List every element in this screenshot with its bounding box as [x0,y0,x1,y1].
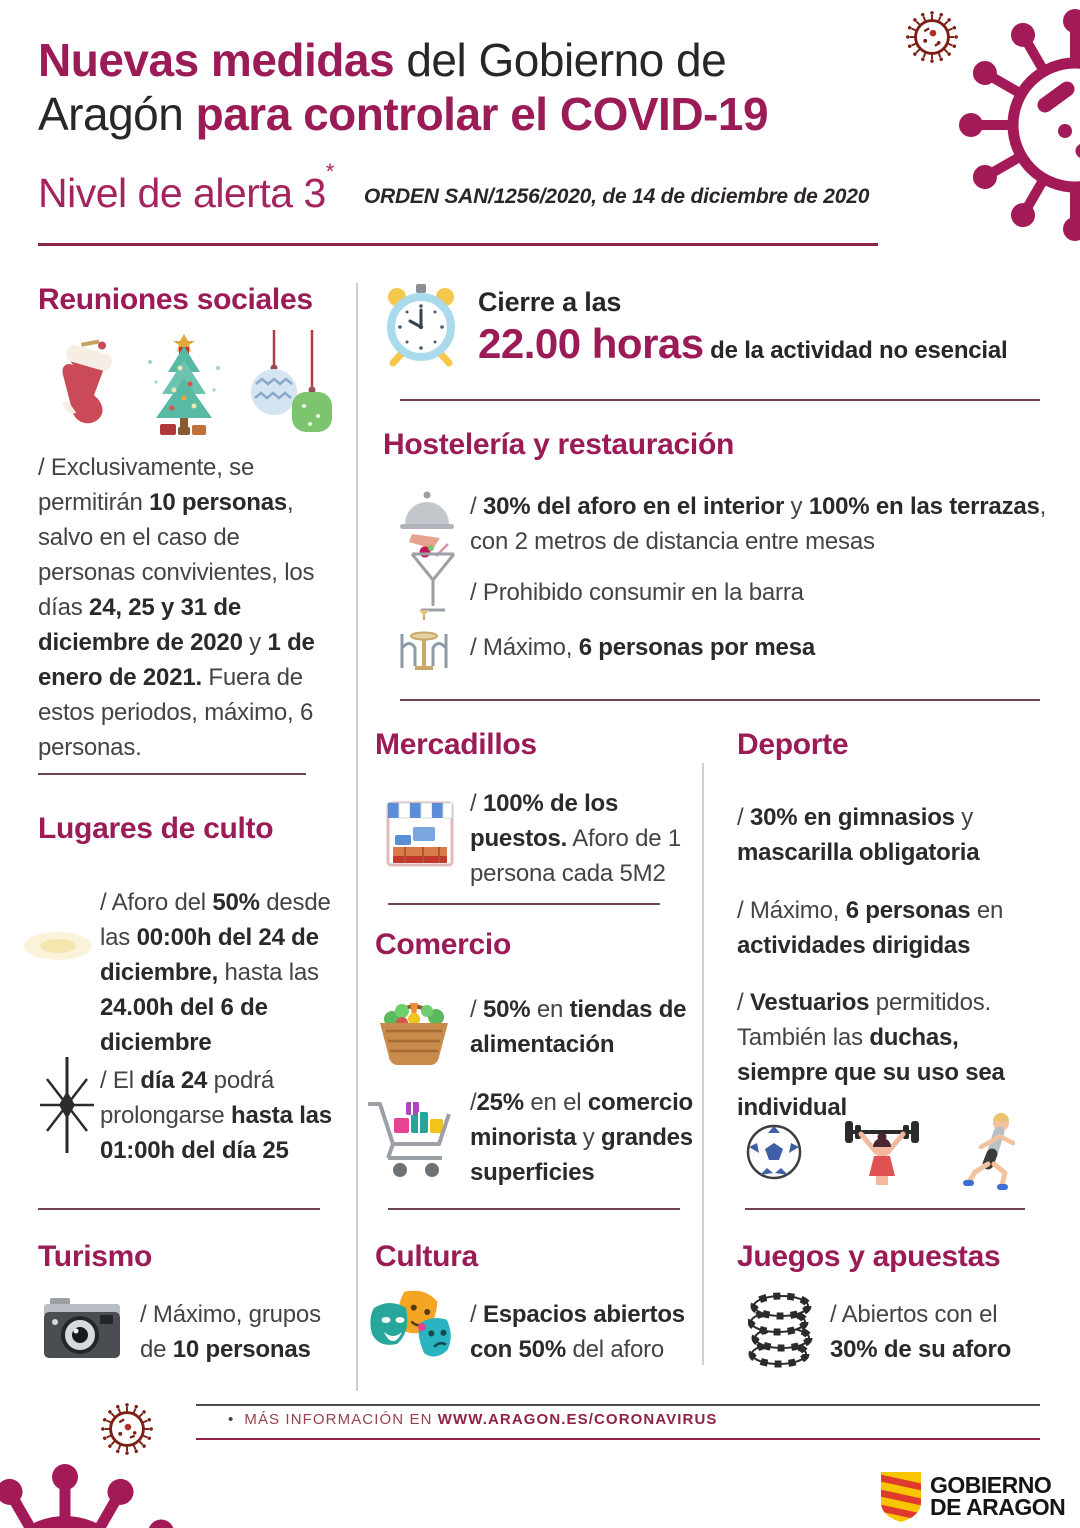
closure-lead: Cierre a las [478,287,622,317]
camera-icon [42,1290,122,1364]
section-title-cultura: Cultura [375,1240,478,1273]
order-reference: ORDEN SAN/1256/2020, de 14 de diciembre de 2020 [363,185,870,208]
alert-level: Nivel de alerta 3* [38,159,334,216]
closure-banner [478,287,1044,368]
section-title-mercadillos: Mercadillos [375,728,537,761]
christmas-tree-icon [136,332,232,436]
page-title [38,34,898,142]
soccer-ball-icon [745,1123,803,1181]
divider [400,399,1040,401]
closure-line [478,320,1044,368]
deporte-item-2: / Máximo, 6 personas en actividades dirigidas [737,897,1004,959]
poker-chips-icon [748,1290,814,1370]
footer-info-prefix: MÁS INFORMACIÓN EN [244,1411,438,1428]
deporte-icons-row [745,1112,1025,1192]
footer-info [228,1411,718,1428]
column-divider [702,763,704,1365]
christmas-icons-row [40,330,340,436]
section-title-deporte: Deporte [737,728,849,761]
gobierno-aragon-logo [878,1470,1065,1524]
title-rest-1: del Gobierno de [394,34,727,86]
closure-time: 22.00 horas [478,320,704,367]
hosteleria-item-2: / Prohibido consumir en la barra [470,579,804,606]
ornaments-icon [248,330,336,436]
logo-line-2: DE ARAGON [930,1494,1066,1520]
footer-rule-top [196,1404,1040,1406]
divider [745,1208,1025,1210]
section-title-reuniones: Reuniones sociales [38,283,313,316]
christmas-stocking-icon [40,336,120,436]
aragon-shield-icon [878,1470,924,1524]
turismo-item: / Máximo, grupos de 10 personas [140,1301,321,1363]
runner-icon [961,1112,1021,1192]
divider [38,1208,320,1210]
virus-small-icon [98,1400,156,1458]
deporte-item-3: / Vestuarios permitidos. También las duchas, siempre que su uso sea individual [737,989,1005,1121]
section-title-turismo: Turismo [38,1240,153,1273]
lugares-item-1: / Aforo del 50% desde las 00:00h del 24 de diciembre, hasta las 24.00h del 6 de diciembre [100,889,331,1056]
section-title-hosteleria: Hostelería y restauración [383,428,734,461]
market-stall-icon [383,793,457,873]
comercio-item-1: / 50% en tiendas de alimentación [470,996,687,1058]
divider [38,773,306,775]
column-divider [356,283,358,1391]
divider [400,699,1040,701]
lugares-item-2: / El día 24 podrá prolongarse hasta las 01:00h del día 25 [100,1067,332,1164]
header-divider [38,243,878,246]
virus-small-icon [903,8,961,66]
footer-info-url: WWW.ARAGON.ES/CORONAVIRUS [437,1411,718,1428]
alert-asterisk: * [325,159,334,184]
alert-level-row [38,159,870,217]
weightlifting-icon [843,1116,921,1188]
cloche-icon [396,488,458,550]
footer-rule-bottom [196,1438,1040,1440]
mercadillos-item: / 100% de los puestos. Aforo de 1 persona cada 5M2 [470,790,681,887]
shopping-cart-icon [364,1088,458,1180]
theater-masks-icon [370,1288,460,1366]
section-title-comercio: Comercio [375,928,511,961]
reuniones-text: / Exclusivamente, se permitirán 10 personas, salvo en el caso de personas convivientes, los días 24, 25 y 31 de diciembre de 2020 y 1 de enero de 2021. Fuera de estos periodos, máximo, 6 personas. [38,454,315,761]
divider [388,1208,680,1210]
logo-text [930,1472,1066,1520]
deporte-item-1: / 30% en gimnasios y mascarilla obligatoria [737,804,980,866]
alarm-clock-icon [383,281,459,367]
divider [388,903,660,905]
section-title-lugares: Lugares de culto [38,812,274,845]
section-title-juegos: Juegos y apuestas [737,1240,1001,1273]
table-chairs-icon [392,608,456,680]
bullet: • [228,1411,235,1428]
logo-line-1: GOBIERNO [930,1472,1052,1499]
comercio-item-2: /25% en el comercio minorista y grandes superficies [470,1089,694,1186]
hosteleria-item-3: / Máximo, 6 personas por mesa [470,634,815,661]
closure-tail: de la actividad no esencial [703,337,1008,364]
title-accent-1: Nuevas medidas [38,34,395,86]
candle-glow-icon [22,920,94,972]
star-icon [34,1055,100,1155]
title-plain-2: Aragón [38,87,196,140]
cultura-item: / Espacios abiertos con 50% del aforo [470,1301,685,1363]
food-basket-icon [372,985,456,1067]
juegos-item: / Abiertos con el 30% de su aforo [830,1301,1012,1363]
title-accent-2: para controlar el COVID-19 [195,87,769,140]
hosteleria-item-1: / 30% del aforo en el interior y 100% en las terrazas, con 2 metros de distancia entre mesas [470,493,1047,555]
